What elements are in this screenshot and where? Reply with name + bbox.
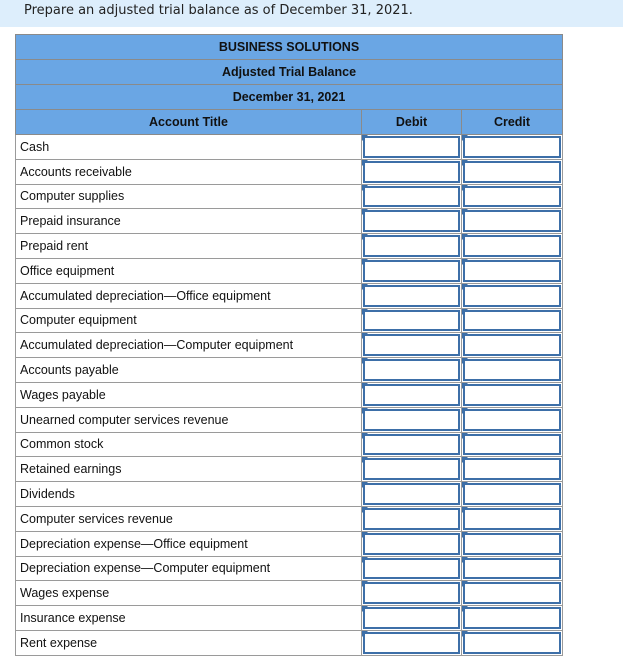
table-row <box>16 209 563 234</box>
debit-cell <box>362 482 462 507</box>
credit-cell <box>462 234 563 259</box>
credit-cell <box>462 382 563 407</box>
debit-input[interactable] <box>363 483 460 505</box>
credit-input[interactable] <box>463 582 561 604</box>
table-row <box>16 581 563 606</box>
debit-input[interactable] <box>363 161 460 183</box>
input-marker-icon <box>462 160 468 166</box>
statement-date: December 31, 2021 <box>16 85 563 110</box>
debit-input[interactable] <box>363 508 460 530</box>
account-title: Unearned computer services revenue <box>16 407 362 432</box>
account-title: Office equipment <box>16 258 362 283</box>
table-row <box>16 234 563 259</box>
input-marker-icon <box>462 284 468 290</box>
table-row <box>16 556 563 581</box>
table-row <box>16 407 563 432</box>
input-marker-icon <box>462 383 468 389</box>
credit-input[interactable] <box>463 161 561 183</box>
company-name: BUSINESS SOLUTIONS <box>16 35 563 60</box>
debit-input[interactable] <box>363 235 460 257</box>
credit-input[interactable] <box>463 458 561 480</box>
account-title: Prepaid rent <box>16 234 362 259</box>
debit-input[interactable] <box>363 384 460 406</box>
debit-cell <box>362 333 462 358</box>
prompt-bar <box>0 0 623 27</box>
input-marker-icon <box>362 507 368 513</box>
credit-input[interactable] <box>463 136 561 158</box>
table-row <box>16 258 563 283</box>
debit-cell <box>362 506 462 531</box>
input-marker-icon <box>362 408 368 414</box>
table-row <box>16 333 563 358</box>
account-title: Wages payable <box>16 382 362 407</box>
debit-input[interactable] <box>363 582 460 604</box>
input-marker-icon <box>362 606 368 612</box>
table-row <box>16 159 563 184</box>
account-title: Accumulated depreciation—Office equipment <box>16 283 362 308</box>
input-marker-icon <box>462 482 468 488</box>
debit-cell <box>362 234 462 259</box>
credit-cell <box>462 358 563 383</box>
debit-cell <box>362 556 462 581</box>
table-row <box>16 135 563 160</box>
debit-input[interactable] <box>363 558 460 580</box>
credit-cell <box>462 209 563 234</box>
input-marker-icon <box>362 433 368 439</box>
debit-cell <box>362 457 462 482</box>
input-marker-icon <box>362 160 368 166</box>
debit-input[interactable] <box>363 210 460 232</box>
credit-input[interactable] <box>463 186 561 208</box>
table-row <box>16 482 563 507</box>
debit-input[interactable] <box>363 186 460 208</box>
credit-input[interactable] <box>463 632 561 654</box>
debit-input[interactable] <box>363 285 460 307</box>
account-title: Computer services revenue <box>16 506 362 531</box>
account-title: Computer supplies <box>16 184 362 209</box>
account-title: Common stock <box>16 432 362 457</box>
input-marker-icon <box>362 457 368 463</box>
input-marker-icon <box>362 259 368 265</box>
prompt-text: Prepare an adjusted trial balance as of December 31, 2021. <box>24 3 413 18</box>
input-marker-icon <box>362 234 368 240</box>
credit-input[interactable] <box>463 434 561 456</box>
debit-cell <box>362 184 462 209</box>
credit-input[interactable] <box>463 210 561 232</box>
input-marker-icon <box>462 631 468 637</box>
debit-cell <box>362 630 462 655</box>
debit-cell <box>362 358 462 383</box>
credit-input[interactable] <box>463 260 561 282</box>
input-marker-icon <box>462 606 468 612</box>
credit-cell <box>462 630 563 655</box>
credit-cell <box>462 283 563 308</box>
debit-input[interactable] <box>363 359 460 381</box>
account-title: Cash <box>16 135 362 160</box>
input-marker-icon <box>462 507 468 513</box>
account-title: Rent expense <box>16 630 362 655</box>
credit-input[interactable] <box>463 533 561 555</box>
trial-balance-table <box>15 34 563 656</box>
credit-input[interactable] <box>463 607 561 629</box>
debit-input[interactable] <box>363 632 460 654</box>
debit-input[interactable] <box>363 310 460 332</box>
credit-input[interactable] <box>463 558 561 580</box>
debit-input[interactable] <box>363 260 460 282</box>
debit-cell <box>362 407 462 432</box>
input-marker-icon <box>462 234 468 240</box>
debit-cell <box>362 531 462 556</box>
table-row <box>16 457 563 482</box>
credit-cell <box>462 184 563 209</box>
input-marker-icon <box>462 408 468 414</box>
input-marker-icon <box>462 209 468 215</box>
debit-cell <box>362 432 462 457</box>
credit-cell <box>462 258 563 283</box>
debit-cell <box>362 606 462 631</box>
credit-input[interactable] <box>463 235 561 257</box>
credit-input[interactable] <box>463 285 561 307</box>
input-marker-icon <box>462 581 468 587</box>
table-row <box>16 506 563 531</box>
input-marker-icon <box>362 135 368 141</box>
credit-input[interactable] <box>463 483 561 505</box>
credit-input[interactable] <box>463 409 561 431</box>
table-row <box>16 308 563 333</box>
table-row <box>16 358 563 383</box>
credit-cell <box>462 407 563 432</box>
debit-input[interactable] <box>363 434 460 456</box>
table-row <box>16 283 563 308</box>
account-title: Accounts payable <box>16 358 362 383</box>
input-marker-icon <box>362 358 368 364</box>
input-marker-icon <box>462 457 468 463</box>
input-marker-icon <box>462 333 468 339</box>
debit-input[interactable] <box>363 458 460 480</box>
input-marker-icon <box>362 581 368 587</box>
account-title: Dividends <box>16 482 362 507</box>
debit-input[interactable] <box>363 533 460 555</box>
debit-cell <box>362 382 462 407</box>
account-title: Depreciation expense—Office equipment <box>16 531 362 556</box>
debit-cell <box>362 159 462 184</box>
debit-input[interactable] <box>363 136 460 158</box>
input-marker-icon <box>362 209 368 215</box>
input-marker-icon <box>362 185 368 191</box>
debit-input[interactable] <box>363 334 460 356</box>
credit-cell <box>462 556 563 581</box>
debit-input[interactable] <box>363 409 460 431</box>
input-marker-icon <box>362 532 368 538</box>
input-marker-icon <box>362 333 368 339</box>
credit-cell <box>462 333 563 358</box>
table-row <box>16 184 563 209</box>
credit-input[interactable] <box>463 384 561 406</box>
column-header-account-title: Account Title <box>16 110 362 135</box>
debit-cell <box>362 258 462 283</box>
debit-cell <box>362 283 462 308</box>
input-marker-icon <box>462 185 468 191</box>
account-title: Prepaid insurance <box>16 209 362 234</box>
credit-input[interactable] <box>463 310 561 332</box>
credit-cell <box>462 457 563 482</box>
credit-input[interactable] <box>463 359 561 381</box>
input-marker-icon <box>362 631 368 637</box>
account-title: Depreciation expense—Computer equipment <box>16 556 362 581</box>
credit-cell <box>462 308 563 333</box>
input-marker-icon <box>462 309 468 315</box>
credit-cell <box>462 135 563 160</box>
debit-input[interactable] <box>363 607 460 629</box>
column-header-debit: Debit <box>362 110 462 135</box>
input-marker-icon <box>362 557 368 563</box>
table-row <box>16 531 563 556</box>
debit-cell <box>362 581 462 606</box>
credit-input[interactable] <box>463 334 561 356</box>
debit-cell <box>362 209 462 234</box>
account-title: Accumulated depreciation—Computer equipment <box>16 333 362 358</box>
input-marker-icon <box>462 532 468 538</box>
credit-cell <box>462 159 563 184</box>
input-marker-icon <box>362 383 368 389</box>
statement-title: Adjusted Trial Balance <box>16 60 563 85</box>
credit-cell <box>462 482 563 507</box>
table-row <box>16 382 563 407</box>
input-marker-icon <box>462 259 468 265</box>
input-marker-icon <box>462 358 468 364</box>
account-title: Insurance expense <box>16 606 362 631</box>
credit-cell <box>462 606 563 631</box>
input-marker-icon <box>462 557 468 563</box>
credit-cell <box>462 506 563 531</box>
input-marker-icon <box>362 284 368 290</box>
credit-cell <box>462 581 563 606</box>
credit-input[interactable] <box>463 508 561 530</box>
debit-cell <box>362 308 462 333</box>
account-title: Accounts receivable <box>16 159 362 184</box>
table-row <box>16 606 563 631</box>
input-marker-icon <box>462 135 468 141</box>
input-marker-icon <box>462 433 468 439</box>
account-title: Wages expense <box>16 581 362 606</box>
column-header-credit: Credit <box>462 110 563 135</box>
credit-cell <box>462 432 563 457</box>
account-title: Retained earnings <box>16 457 362 482</box>
account-title: Computer equipment <box>16 308 362 333</box>
input-marker-icon <box>362 482 368 488</box>
credit-cell <box>462 531 563 556</box>
input-marker-icon <box>362 309 368 315</box>
table-row <box>16 630 563 655</box>
table-row <box>16 432 563 457</box>
debit-cell <box>362 135 462 160</box>
